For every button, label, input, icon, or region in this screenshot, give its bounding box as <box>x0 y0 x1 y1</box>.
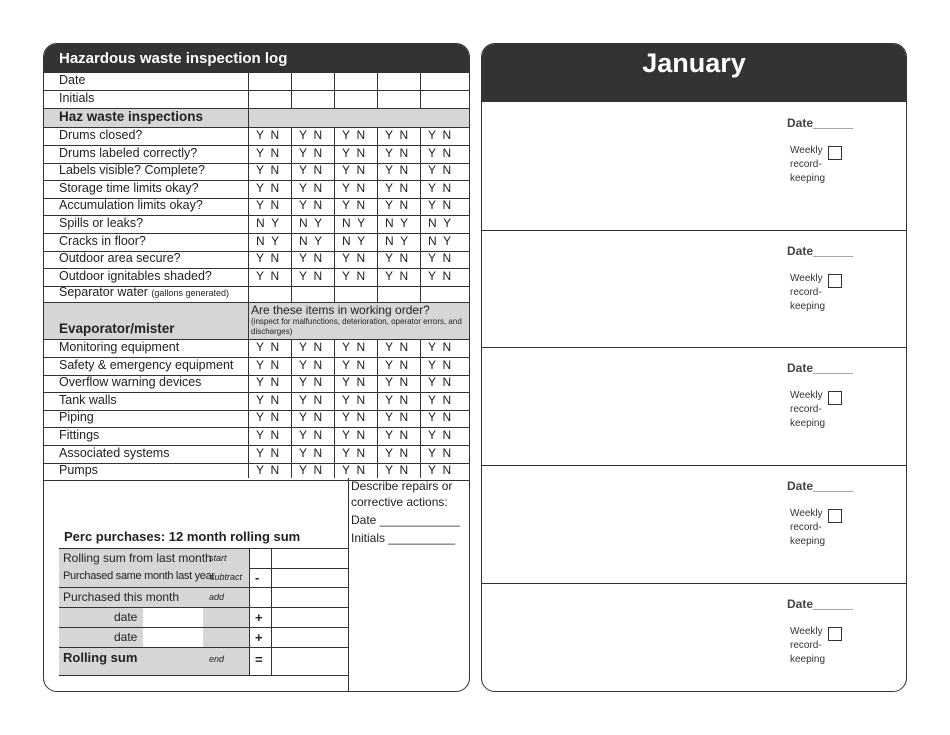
weekly-checkbox[interactable] <box>828 509 842 523</box>
haz-item-answer-cell[interactable]: Y N <box>299 128 323 142</box>
haz-item-answer-cell[interactable]: N Y <box>299 233 323 248</box>
evap-item-label: Tank walls <box>59 392 117 407</box>
weekly-recordkeeping-label: Weekly record-keeping <box>790 508 826 547</box>
haz-item-answer-cell[interactable]: Y N <box>256 180 280 195</box>
evap-item-answer-cell[interactable]: Y N <box>256 392 280 407</box>
evap-item-answer-cell[interactable]: Y N <box>428 410 452 425</box>
separator-row <box>44 285 469 303</box>
month-title: January <box>482 44 906 102</box>
evap-item-answer-cell[interactable]: Y N <box>385 463 409 478</box>
evap-item-label: Monitoring equipment <box>59 340 180 354</box>
weekly-checkbox[interactable] <box>828 391 842 405</box>
haz-item-answer-cell[interactable]: Y N <box>385 180 409 195</box>
evap-item-answer-cell[interactable]: Y N <box>385 445 409 460</box>
haz-item-answer-cell[interactable]: Y N <box>385 251 409 266</box>
haz-item-label: Storage time limits okay? <box>59 180 199 195</box>
haz-item-answer-cell[interactable]: Y N <box>428 145 452 160</box>
weekly-recordkeeping-label: Weekly record-keeping <box>790 626 826 665</box>
separator-label: Separator water <box>59 285 148 299</box>
weekly-checkbox[interactable] <box>828 627 842 641</box>
haz-item-row <box>44 251 469 269</box>
evap-item-answer-cell[interactable]: Y N <box>385 428 409 442</box>
evap-item-row <box>44 446 469 464</box>
evap-item-row <box>44 340 469 358</box>
evap-item-answer-cell[interactable]: Y N <box>256 340 280 354</box>
evap-section-header <box>44 303 469 340</box>
evap-item-answer-cell[interactable]: Y N <box>342 410 366 425</box>
haz-item-answer-cell[interactable]: Y N <box>299 251 323 266</box>
evap-item-answer-cell[interactable]: Y N <box>299 410 323 425</box>
perc-row-label: Rolling sum from last month <box>63 551 212 565</box>
haz-item-row <box>44 181 469 199</box>
section-date-field[interactable]: Date______ <box>787 361 854 375</box>
repairs-initials-field[interactable]: Initials __________ <box>351 531 456 545</box>
evap-item-label: Fittings <box>59 428 100 442</box>
evap-item-answer-cell[interactable]: Y N <box>299 340 323 354</box>
haz-item-answer-cell[interactable]: Y N <box>428 251 452 266</box>
evap-item-answer-cell[interactable]: Y N <box>342 392 366 407</box>
perc-value-field[interactable] <box>272 648 349 675</box>
evap-item-label: Piping <box>59 410 94 425</box>
haz-item-answer-cell[interactable]: Y N <box>385 145 409 160</box>
haz-item-row <box>44 234 469 252</box>
perc-row-tag: subtract <box>210 572 243 582</box>
haz-item-answer-cell[interactable]: Y N <box>342 145 366 160</box>
evap-item-answer-cell[interactable]: Y N <box>428 445 452 460</box>
evap-item-answer-cell[interactable]: Y N <box>428 463 452 478</box>
evap-item-answer-cell[interactable]: Y N <box>342 375 366 390</box>
evap-item-answer-cell[interactable]: Y N <box>256 410 280 425</box>
evap-item-answer-cell[interactable]: Y N <box>299 357 323 372</box>
haz-item-answer-cell[interactable]: Y N <box>385 128 409 142</box>
perc-row <box>59 588 349 608</box>
section-date-field[interactable]: Date______ <box>787 244 854 258</box>
weekly-section <box>482 230 906 348</box>
evap-item-row <box>44 393 469 411</box>
haz-item-row <box>44 128 469 146</box>
evap-item-answer-cell[interactable]: Y N <box>299 445 323 460</box>
perc-row-label: Purchased same month last year <box>63 570 215 582</box>
haz-item-answer-cell[interactable]: Y N <box>385 268 409 283</box>
haz-item-answer-cell[interactable]: N Y <box>385 216 409 230</box>
haz-item-answer-cell[interactable]: Y N <box>256 268 280 283</box>
evap-item-answer-cell[interactable]: Y N <box>342 463 366 478</box>
weekly-section <box>482 465 906 584</box>
haz-item-label: Drums labeled correctly? <box>59 145 198 160</box>
haz-item-answer-cell[interactable]: N Y <box>342 216 366 230</box>
haz-item-answer-cell[interactable]: N Y <box>256 216 280 230</box>
evap-item-row <box>44 428 469 446</box>
haz-item-answer-cell[interactable]: Y N <box>299 145 323 160</box>
inspection-log-card <box>43 43 470 692</box>
perc-title: Perc purchases: 12 month rolling sum <box>64 529 301 544</box>
evap-item-row <box>44 410 469 428</box>
haz-item-answer-cell[interactable]: Y N <box>342 163 366 178</box>
haz-item-answer-cell[interactable]: N Y <box>256 233 280 248</box>
haz-item-answer-cell[interactable]: Y N <box>342 198 366 213</box>
perc-row <box>59 549 349 569</box>
haz-item-answer-cell[interactable]: Y N <box>428 163 452 178</box>
perc-value-field[interactable] <box>272 588 349 607</box>
perc-row-operator: + <box>255 630 263 645</box>
perc-row-tag: add <box>209 592 225 602</box>
perc-row <box>59 628 349 648</box>
perc-row-tag: start <box>209 553 227 563</box>
haz-section-title: Haz waste inspections <box>59 109 204 124</box>
working-order-question: Are these items in working order? <box>251 303 430 317</box>
evap-item-answer-cell[interactable]: Y N <box>428 357 452 372</box>
haz-item-answer-cell[interactable]: Y N <box>256 198 280 213</box>
evap-item-row <box>44 375 469 393</box>
haz-item-label: Cracks in floor? <box>59 233 146 248</box>
haz-item-answer-cell[interactable]: Y N <box>256 128 280 142</box>
haz-item-answer-cell[interactable]: Y N <box>428 198 452 213</box>
evap-item-answer-cell[interactable]: Y N <box>256 375 280 390</box>
haz-item-answer-cell[interactable]: Y N <box>256 163 280 178</box>
evap-item-answer-cell[interactable]: Y N <box>385 375 409 390</box>
evap-item-answer-cell[interactable]: Y N <box>299 428 323 442</box>
perc-row <box>59 568 349 588</box>
weekly-section <box>482 347 906 466</box>
perc-row-label: Purchased this month <box>63 590 180 604</box>
january-card <box>481 43 907 692</box>
evap-item-answer-cell[interactable]: Y N <box>299 392 323 407</box>
evap-item-label: Pumps <box>59 463 98 478</box>
haz-item-answer-cell[interactable]: Y N <box>385 198 409 213</box>
section-date-field[interactable]: Date______ <box>787 479 854 493</box>
evap-item-row <box>44 358 469 376</box>
haz-item-answer-cell[interactable]: Y N <box>428 268 452 283</box>
evap-item-answer-cell[interactable]: Y N <box>428 340 452 354</box>
repairs-date-field[interactable]: Date ____________ <box>351 513 460 527</box>
weekly-recordkeeping-label: Weekly record-keeping <box>790 273 826 312</box>
repairs-label: Describe repairs or corrective actions: <box>351 479 453 509</box>
evap-item-answer-cell[interactable]: Y N <box>342 445 366 460</box>
log-title: Hazardous waste inspection log <box>44 44 469 73</box>
haz-item-answer-cell[interactable]: Y N <box>299 163 323 178</box>
haz-item-answer-cell[interactable]: Y N <box>385 163 409 178</box>
perc-value-field[interactable] <box>272 568 349 587</box>
weekly-checkbox[interactable] <box>828 274 842 288</box>
perc-row <box>59 608 349 628</box>
haz-item-answer-cell[interactable]: Y N <box>299 198 323 213</box>
evap-item-answer-cell[interactable]: Y N <box>256 357 280 372</box>
evap-item-answer-cell[interactable]: Y N <box>256 463 280 478</box>
haz-item-answer-cell[interactable]: Y N <box>428 128 452 142</box>
date-row-label: Date <box>59 73 86 87</box>
perc-value-field[interactable] <box>272 549 349 568</box>
evap-item-answer-cell[interactable]: Y N <box>385 410 409 425</box>
haz-item-answer-cell[interactable]: Y N <box>299 180 323 195</box>
haz-item-answer-cell[interactable]: N Y <box>299 216 323 230</box>
separator-note: (gallons generated) <box>151 288 229 298</box>
evap-item-answer-cell[interactable]: Y N <box>385 357 409 372</box>
evap-section-title: Evaporator/mister <box>59 321 175 336</box>
evap-item-answer-cell[interactable]: Y N <box>385 392 409 407</box>
evap-item-answer-cell[interactable]: Y N <box>428 428 452 442</box>
weekly-section <box>482 102 906 231</box>
weekly-section <box>482 583 906 691</box>
evap-item-label: Associated systems <box>59 445 170 460</box>
haz-item-answer-cell[interactable]: Y N <box>342 180 366 195</box>
haz-item-label: Labels visible? Complete? <box>59 163 205 178</box>
perc-row-operator: + <box>255 610 263 625</box>
haz-item-answer-cell[interactable]: N Y <box>428 233 452 248</box>
weekly-recordkeeping-label: Weekly record-keeping <box>790 145 826 184</box>
haz-item-answer-cell[interactable]: N Y <box>428 216 452 230</box>
haz-item-answer-cell[interactable]: Y N <box>342 251 366 266</box>
haz-item-answer-cell[interactable]: Y N <box>256 251 280 266</box>
perc-row <box>59 648 349 676</box>
haz-item-row <box>44 216 469 234</box>
haz-item-label: Drums closed? <box>59 128 143 142</box>
evap-item-answer-cell[interactable]: Y N <box>342 357 366 372</box>
haz-item-answer-cell[interactable]: Y N <box>342 128 366 142</box>
evap-item-label: Overflow warning devices <box>59 375 202 390</box>
perc-row-tag: end <box>209 654 225 664</box>
evap-item-answer-cell[interactable]: Y N <box>256 445 280 460</box>
evap-item-answer-cell[interactable]: Y N <box>385 340 409 354</box>
evap-item-answer-cell[interactable]: Y N <box>299 375 323 390</box>
haz-item-label: Outdoor area secure? <box>59 251 181 266</box>
initials-row <box>44 91 469 109</box>
haz-item-answer-cell[interactable]: Y N <box>342 268 366 283</box>
haz-item-answer-cell[interactable]: N Y <box>342 233 366 248</box>
perc-value-field[interactable] <box>272 608 349 627</box>
evap-item-answer-cell[interactable]: Y N <box>342 428 366 442</box>
weekly-recordkeeping-label: Weekly record-keeping <box>790 390 826 429</box>
perc-row-label: Rolling sum <box>63 650 138 665</box>
haz-item-answer-cell[interactable]: Y N <box>256 145 280 160</box>
haz-item-row <box>44 198 469 216</box>
haz-item-label: Outdoor ignitables shaded? <box>59 268 212 283</box>
haz-section-header <box>44 109 469 128</box>
weekly-checkbox[interactable] <box>828 146 842 160</box>
perc-row-operator: = <box>255 652 263 667</box>
perc-value-field[interactable] <box>272 628 349 647</box>
section-date-field[interactable]: Date______ <box>787 116 854 130</box>
initials-row-label: Initials <box>59 91 95 105</box>
haz-item-answer-cell[interactable]: Y N <box>299 268 323 283</box>
working-order-note: (inspect for malfunctions, deterioration, operator errors, and discharges) <box>251 317 462 336</box>
perc-row-label: date <box>114 610 138 624</box>
haz-item-row <box>44 146 469 164</box>
evap-item-label: Safety & emergency equipment <box>59 357 234 372</box>
evap-item-answer-cell[interactable]: Y N <box>428 375 452 390</box>
haz-item-label: Accumulation limits okay? <box>59 198 203 213</box>
haz-item-answer-cell[interactable]: Y N <box>428 180 452 195</box>
evap-item-answer-cell[interactable]: Y N <box>256 428 280 442</box>
evap-item-answer-cell[interactable]: Y N <box>428 392 452 407</box>
evap-item-answer-cell[interactable]: Y N <box>342 340 366 354</box>
perc-row-operator: - <box>255 570 260 585</box>
perc-row-label: date <box>114 630 138 644</box>
evap-item-answer-cell[interactable]: Y N <box>299 463 323 478</box>
haz-item-answer-cell[interactable]: N Y <box>385 233 409 248</box>
section-date-field[interactable]: Date______ <box>787 597 854 611</box>
haz-item-label: Spills or leaks? <box>59 216 144 230</box>
date-row <box>44 73 469 91</box>
haz-item-row <box>44 163 469 181</box>
